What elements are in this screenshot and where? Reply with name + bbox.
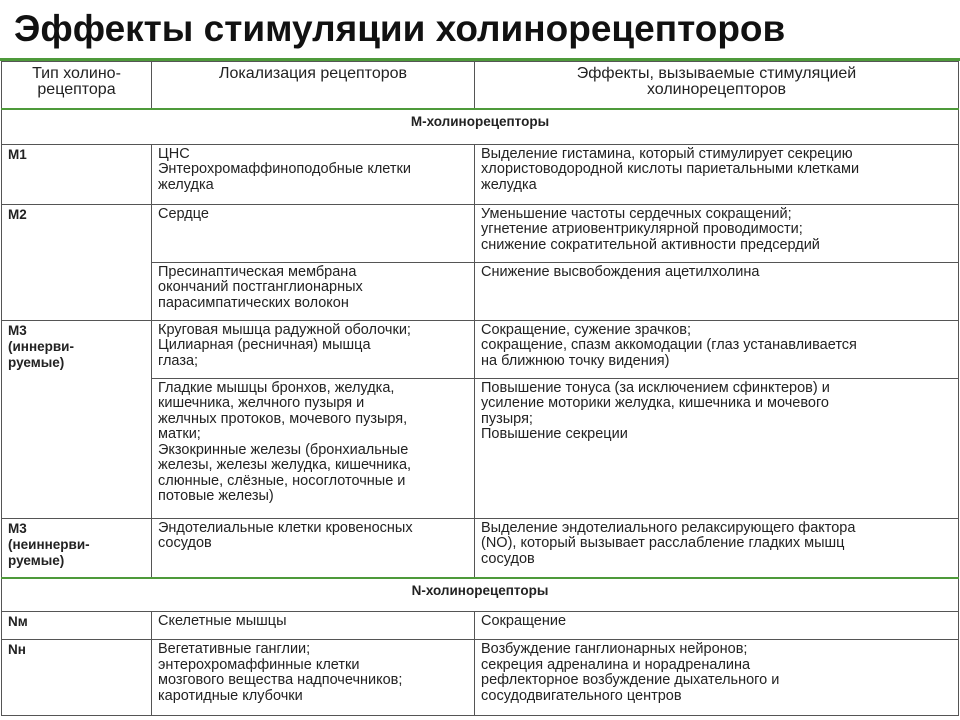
localization-cell: Вегетативные ганглии; энтерохромаффинные клетки мозгового вещества надпочечников; каротидные клубочки — [152, 640, 475, 716]
localization-cell: Сердце — [152, 204, 475, 262]
effect-cell: Возбуждение ганглионарных нейронов; секреция адреналина и норадреналина рефлекторное возбуждение дыхательного и сосудодвигательного центров — [475, 640, 959, 716]
receptor-type-cell: Nн — [2, 640, 152, 716]
receptor-type-cell: Nм — [2, 612, 152, 640]
localization-cell: ЦНС Энтерохромаффиноподобные клетки желудка — [152, 144, 475, 204]
effect-cell: Выделение гистамина, который стимулирует секрецию хлористоводородной кислоты париетальными клетками желудка — [475, 144, 959, 204]
localization-cell: Эндотелиальные клетки кровеносных сосудов — [152, 518, 475, 578]
column-header-effects: Эффекты, вызываемые стимуляцией холинорецепторов — [475, 62, 959, 109]
receptor-type-cell: М3 (иннерви- руемые) — [2, 320, 152, 518]
effect-cell: Сокращение — [475, 612, 959, 640]
table-row — [2, 144, 959, 204]
column-header-localization: Локализация рецепторов — [152, 62, 475, 109]
table-row — [2, 320, 959, 378]
section-label-m: М-холинорецепторы — [2, 109, 959, 145]
table-row — [2, 640, 959, 716]
table-row — [2, 204, 959, 262]
column-header-type: Тип холино- рецептора — [2, 62, 152, 109]
receptor-type-cell: М2 — [2, 204, 152, 320]
effect-cell: Уменьшение частоты сердечных сокращений; угнетение атриовентрикулярной проводимости; снижение сократительной активности предсердий — [475, 204, 959, 262]
effect-cell: Выделение эндотелиального релаксирующего фактора (NO), который вызывает расслабление гладких мышц сосудов — [475, 518, 959, 578]
section-row-m — [2, 109, 959, 145]
receptor-type-cell: М1 — [2, 144, 152, 204]
section-label-n: N-холинорецепторы — [2, 578, 959, 612]
section-row-n — [2, 578, 959, 612]
table-row — [2, 518, 959, 578]
localization-cell: Круговая мышца радужной оболочки; Цилиарная (ресничная) мышца глаза; — [152, 320, 475, 378]
effect-cell: Сокращение, сужение зрачков; сокращение, спазм аккомодации (глаз устанавливается на ближнюю точку видения) — [475, 320, 959, 378]
page-title: Эффекты стимуляции холинорецепторов — [14, 8, 786, 49]
table-header-row — [2, 62, 959, 109]
localization-cell: Гладкие мышцы бронхов, желудка, кишечника, желчного пузыря и желчных протоков, мочевого пузыря, матки; Экзокринные железы (бронхиальные железы, железы желудка, кишечника, слюнные, слёзные, носоглоточные и потовые железы) — [152, 378, 475, 518]
receptor-type-cell: М3 (неиннерви- руемые) — [2, 518, 152, 578]
localization-cell: Пресинаптическая мембрана окончаний постганглионарных парасимпатических волокон — [152, 262, 475, 320]
localization-cell: Скелетные мышцы — [152, 612, 475, 640]
effect-cell: Повышение тонуса (за исключением сфинктеров) и усиление моторики желудка, кишечника и мочевого пузыря; Повышение секреции — [475, 378, 959, 518]
table-row — [2, 612, 959, 640]
effect-cell: Снижение высвобождения ацетилхолина — [475, 262, 959, 320]
cholinoreceptor-table — [1, 61, 959, 716]
